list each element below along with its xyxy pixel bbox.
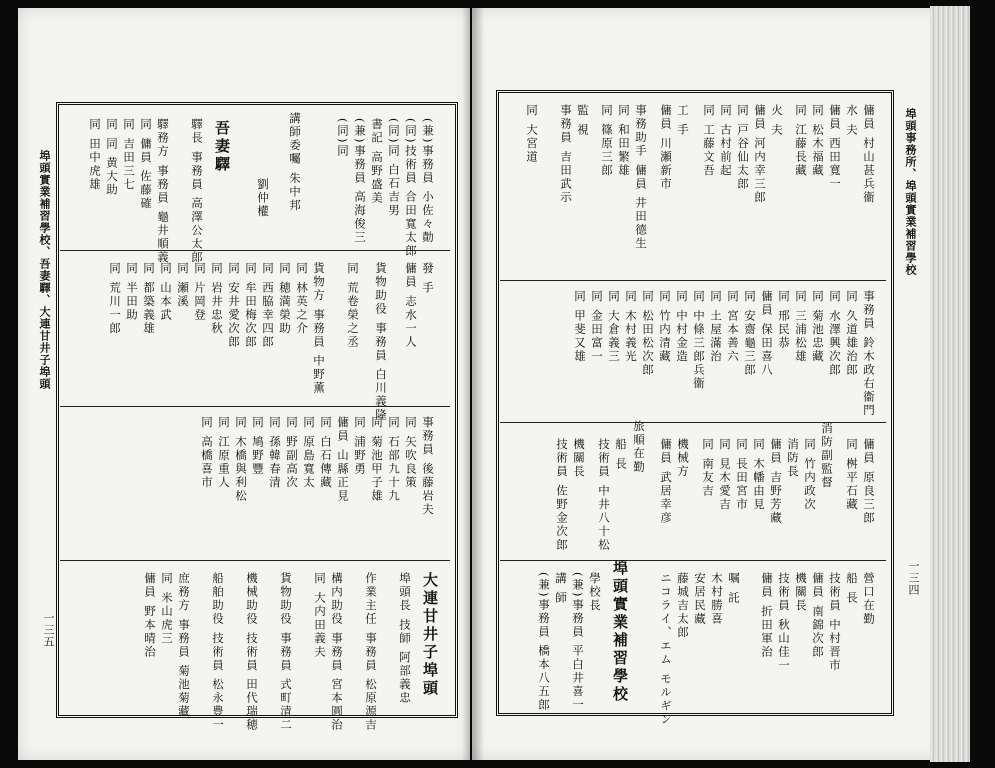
roster-entry: 船 長 bbox=[614, 438, 628, 471]
roster-entry: 同 山本武 bbox=[159, 262, 173, 322]
roster-entry: 講師委囑 朱中邦 bbox=[288, 112, 302, 213]
roster-entry: 同 米山虎三 bbox=[160, 572, 174, 646]
roster-entry: 貨物助役 事務員 式町清二 bbox=[279, 572, 293, 732]
roster-entry: 同 安井愛次郎 bbox=[227, 262, 241, 349]
roster-entry: 消防副監督 bbox=[820, 422, 834, 490]
page-stack-edge bbox=[930, 6, 970, 762]
roster-entry: 同 石部九十九 bbox=[387, 416, 401, 503]
roster-entry: 傭員 折田軍治 bbox=[760, 572, 774, 659]
roster-entry: 驛長 事務員 高澤公太郎 bbox=[190, 118, 204, 265]
roster-entry: 庶務方 事務員 菊池菊藏 bbox=[177, 572, 191, 719]
roster-entry: 講 師 bbox=[554, 572, 568, 605]
roster-entry: 構内助役 事務員 宮本圓治 bbox=[330, 572, 344, 732]
roster-entry: 同 牟田梅次郎 bbox=[244, 262, 258, 349]
roster-entry: 事務員 後藤岩夫 bbox=[421, 416, 435, 517]
roster-entry: 同 土屋滿治 bbox=[709, 290, 723, 364]
roster-entry: 傭員 河内幸三郎 bbox=[753, 104, 767, 205]
roster-entry: 同 矢吹良策 bbox=[404, 416, 418, 490]
roster-entry: 同 半田助 bbox=[125, 262, 139, 322]
roster-entry: 同 工藤文吾 bbox=[702, 104, 716, 178]
roster-entry: 書記 高野盛美 bbox=[370, 118, 384, 205]
roster-entry: 同 中村金造 bbox=[675, 290, 689, 364]
roster-entry: 事務員 吉田武示 bbox=[559, 104, 573, 205]
roster-entry: 營口在勤 bbox=[862, 572, 876, 626]
roster-entry: 傭員 村山甚兵衞 bbox=[862, 104, 876, 205]
roster-entry: 傭員 川瀬新市 bbox=[659, 104, 673, 191]
roster-entry: 機關長 bbox=[572, 438, 586, 479]
roster-entry: 機械方 bbox=[676, 438, 690, 479]
roster-entry: 同 木村義光 bbox=[624, 290, 638, 364]
roster-entry: 水 夫 bbox=[845, 104, 859, 137]
roster-entry: 傭員 武居幸彦 bbox=[659, 438, 673, 525]
roster-entry: 貨物方 事務員 中野薫 bbox=[312, 262, 326, 395]
roster-entry: (同)技術員 合田寬太郎 bbox=[404, 118, 418, 259]
roster-entry: 同 大宮道 bbox=[525, 104, 539, 164]
roster-entry: 同 古村前起 bbox=[719, 104, 733, 178]
roster-entry: 同 浦野勇 bbox=[353, 416, 367, 476]
roster-entry: (兼)事務員 平白井喜一 bbox=[571, 572, 585, 713]
roster-entry: 作業主任 事務員 松原源吉 bbox=[364, 572, 378, 732]
divider bbox=[500, 560, 886, 561]
roster-entry: 同 久道雄治郎 bbox=[845, 290, 859, 377]
roster-entry: 木村勝喜 bbox=[710, 572, 724, 626]
roster-entry: 技術員 中井八十松 bbox=[597, 438, 611, 552]
roster-entry: (兼)事務員 橋本八五郎 bbox=[537, 572, 551, 713]
roster-entry: (兼)事務員 高海俊三 bbox=[353, 118, 367, 245]
left-running-head: 埠頭實業補習學校、吾妻驛、大連甘井子埠頭 bbox=[38, 150, 51, 390]
section-heading: 埠頭實業補習學校 bbox=[611, 560, 629, 704]
roster-entry: 機關長 bbox=[794, 572, 808, 613]
roster-entry: 消防長 bbox=[786, 438, 800, 479]
roster-entry: 同 菊池忠藏 bbox=[811, 290, 825, 364]
roster-entry: 同 水澤興次郎 bbox=[828, 290, 842, 377]
roster-entry: 同 林英之介 bbox=[295, 262, 309, 336]
roster-entry: 同 桝平石藏 bbox=[845, 438, 859, 512]
roster-entry: 藤城吉太郎 bbox=[676, 572, 690, 640]
divider bbox=[60, 250, 450, 251]
roster-entry: 同 穂満榮助 bbox=[278, 262, 292, 336]
roster-entry: 事務助手 傭員 井田德生 bbox=[634, 104, 648, 251]
roster-entry: 同 篠原三郎 bbox=[600, 104, 614, 178]
divider bbox=[500, 280, 886, 281]
roster-entry: 同 和田繁雄 bbox=[617, 104, 631, 178]
roster-entry: 同 岩井忠秋 bbox=[210, 262, 224, 336]
roster-entry: 貨物助役 事務員 白川義隆 bbox=[374, 262, 388, 422]
divider bbox=[60, 406, 450, 407]
roster-entry: (同)同 白石吉男 bbox=[387, 118, 401, 218]
roster-entry: 劉仲權 bbox=[256, 178, 270, 219]
roster-entry: 驛務方 事務員 龜井順義 bbox=[156, 118, 170, 265]
roster-entry: 同 竹内清藏 bbox=[658, 290, 672, 364]
roster-entry: 同 長田宮市 bbox=[735, 438, 749, 512]
roster-entry: 嘱 託 bbox=[727, 572, 741, 605]
roster-entry: 同 田中虎雄 bbox=[88, 118, 102, 192]
roster-entry: 同 戸谷仙太郎 bbox=[736, 104, 750, 191]
roster-entry: 同 荒川一郎 bbox=[108, 262, 122, 336]
roster-entry: 技術員 佐野金次郎 bbox=[555, 438, 569, 552]
section-heading: 大連甘井子埠頭 bbox=[421, 572, 439, 698]
roster-entry: 同 荒卷榮之丞 bbox=[346, 262, 360, 349]
roster-entry: 同 江原重人 bbox=[217, 416, 231, 490]
roster-entry: 學校長 bbox=[588, 572, 602, 613]
roster-entry: ニコライ、エム モルギン bbox=[659, 572, 673, 727]
roster-entry: 同 見木愛吉 bbox=[718, 438, 732, 512]
roster-entry: 傭員 南錦次郎 bbox=[811, 572, 825, 659]
roster-entry: 同 宮本善六 bbox=[726, 290, 740, 364]
roster-entry: 同 大倉義三 bbox=[607, 290, 621, 364]
roster-entry: 同 孫韓春清 bbox=[268, 416, 282, 490]
roster-entry: 同 江藤長藏 bbox=[794, 104, 808, 178]
roster-entry: 事務員 鈴木政右衞門 bbox=[862, 290, 876, 418]
roster-entry: 工 手 bbox=[676, 104, 690, 137]
roster-entry: 同 西脇幸四郎 bbox=[261, 262, 275, 349]
roster-entry: 同 大内田義夫 bbox=[313, 572, 327, 659]
roster-entry: 同 白石傳藏 bbox=[319, 416, 333, 490]
left-page-number: 一三五 bbox=[42, 612, 55, 648]
roster-entry: 同 甲斐又雄 bbox=[573, 290, 587, 364]
roster-entry: 同 松田松次郎 bbox=[641, 290, 655, 377]
roster-entry: 同 都築義雄 bbox=[142, 262, 156, 336]
roster-entry: 同 菊池甲子雄 bbox=[370, 416, 384, 503]
section-heading: 吾妻驛 bbox=[213, 120, 231, 174]
roster-entry: 同 吉田三七 bbox=[122, 118, 136, 192]
roster-entry: 同 木幡由見 bbox=[752, 438, 766, 512]
roster-entry: 同 同 黄大助 bbox=[105, 118, 119, 197]
roster-entry: 同 瀬溪 bbox=[176, 262, 190, 309]
roster-entry: 埠頭長 技師 阿部義忠 bbox=[398, 572, 412, 705]
roster-entry: 同 傭員 佐藤確 bbox=[139, 118, 153, 211]
roster-entry: 傭員 吉野芳藏 bbox=[769, 438, 783, 525]
roster-entry: (同)同 bbox=[336, 118, 350, 158]
roster-entry: 傭員 野本晴治 bbox=[143, 572, 157, 659]
roster-entry: 傭員 山縣正見 bbox=[336, 416, 350, 503]
roster-entry: 機械助役 技術員 田代瑞穂 bbox=[245, 572, 259, 732]
roster-entry: 同 高橋喜市 bbox=[200, 416, 214, 490]
roster-entry: 同 中條三郎兵衞 bbox=[692, 290, 706, 391]
roster-entry: 傭員 保田喜八 bbox=[760, 290, 774, 377]
roster-entry: 同 南友吉 bbox=[701, 438, 715, 498]
divider bbox=[60, 560, 450, 561]
roster-entry: 同 竹内政次 bbox=[803, 438, 817, 512]
roster-entry: 技術員 秋山佳一 bbox=[777, 572, 791, 673]
roster-entry: 同 木橋與利松 bbox=[234, 416, 248, 503]
right-running-head: 埠頭事務所、埠頭實業補習學校 bbox=[904, 108, 917, 276]
roster-entry: 同 安齋龜三郎 bbox=[743, 290, 757, 377]
roster-entry: 同 片岡登 bbox=[193, 262, 207, 322]
roster-entry: 傭員 原良三郎 bbox=[862, 438, 876, 525]
roster-entry: 同 三浦松雄 bbox=[794, 290, 808, 364]
roster-entry: 船 長 bbox=[845, 572, 859, 605]
roster-entry: 同 松木福藏 bbox=[811, 104, 825, 178]
roster-entry: 同 鳩野豐 bbox=[251, 416, 265, 476]
roster-entry: (兼)事務員 小佐々勣 bbox=[421, 118, 435, 245]
roster-entry: 技術員 中村晋市 bbox=[828, 572, 842, 673]
roster-entry: 旅順在勤 bbox=[632, 420, 646, 474]
right-page-number: 一三四 bbox=[907, 560, 920, 596]
roster-entry: 同 野副高次 bbox=[285, 416, 299, 490]
book-gutter bbox=[462, 8, 484, 760]
roster-entry: 安居民藏 bbox=[693, 572, 707, 626]
roster-entry: 傭員 志水一人 bbox=[404, 262, 418, 349]
roster-entry: 同 邢民恭 bbox=[777, 290, 791, 350]
roster-entry: 傭員 西田寬一 bbox=[828, 104, 842, 191]
roster-entry: 船舶助役 技術員 松永豊一 bbox=[211, 572, 225, 732]
roster-entry: 監 視 bbox=[576, 104, 590, 137]
roster-entry: 火 夫 bbox=[770, 104, 784, 137]
roster-entry: 同 金田富一 bbox=[590, 290, 604, 364]
roster-entry: 同 原島寬太 bbox=[302, 416, 316, 490]
roster-entry: 發 手 bbox=[421, 262, 435, 295]
